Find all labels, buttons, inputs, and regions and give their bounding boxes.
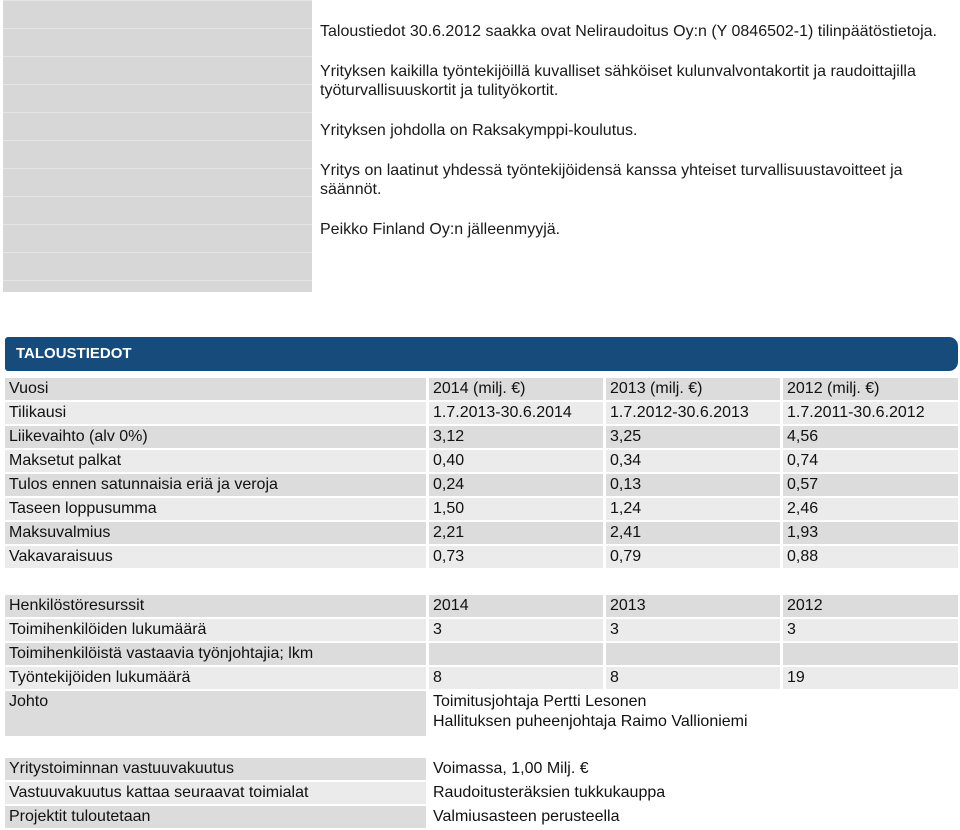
table-cell: Taseen loppusumma xyxy=(5,498,429,522)
table-cell: 1,50 xyxy=(429,498,606,522)
table-cell: 2,21 xyxy=(429,522,606,546)
table-cell: 1.7.2012-30.6.2013 xyxy=(606,402,783,426)
personnel-table xyxy=(5,595,958,738)
table-cell: 2012 xyxy=(783,595,958,619)
table-cell: 3,25 xyxy=(606,426,783,450)
table-cell: Valmiusasteen perusteella xyxy=(429,806,958,830)
table-cell: 1,24 xyxy=(606,498,783,522)
table-cell: 4,56 xyxy=(783,426,958,450)
table-cell: 0,13 xyxy=(606,474,783,498)
table-cell: 2014 xyxy=(429,595,606,619)
intro-paragraph: Yritys on laatinut yhdessä työntekijöidensä kanssa yhteiset turvallisuustavoitteet ja säännöt. xyxy=(320,162,903,198)
table-cell: Vakavaraisuus xyxy=(5,546,429,570)
logo-placeholder-panel xyxy=(3,0,312,292)
table-cell: 2013 (milj. €) xyxy=(606,378,783,402)
table-cell: 3,12 xyxy=(429,426,606,450)
company-description xyxy=(320,22,950,260)
table-row xyxy=(5,667,958,691)
table-cell: Tulos ennen satunnaisia eriä ja veroja xyxy=(5,474,429,498)
table-cell: 0,24 xyxy=(429,474,606,498)
intro-paragraph: Yrityksen kaikilla työntekijöillä kuvalliset sähköiset kulunvalvontakortit ja raudoittajilla työturvallisuuskortit ja tulityökortit. xyxy=(320,63,916,99)
table-cell: Tilikausi xyxy=(5,402,429,426)
intro-paragraph: Taloustiedot 30.6.2012 saakka ovat Neliraudoitus Oy:n (Y 0846502-1) tilinpäätöstietoja. xyxy=(320,23,937,40)
table-header-row xyxy=(5,378,958,402)
table-cell: 0,34 xyxy=(606,450,783,474)
intro-paragraph: Peikko Finland Oy:n jälleenmyyjä. xyxy=(320,221,561,238)
table-cell: Vuosi xyxy=(5,378,429,402)
table-cell: Toimihenkilöistä vastaavia työnjohtajia; lkm xyxy=(5,643,429,667)
table-row xyxy=(5,643,958,667)
table-cell: Toimihenkilöiden lukumäärä xyxy=(5,619,429,643)
table-cell xyxy=(429,643,606,667)
section-header-taloustiedot: TALOUSTIEDOT xyxy=(5,337,958,371)
table-row xyxy=(5,546,958,570)
table-cell: 19 xyxy=(783,667,958,691)
table-cell: Henkilöstöresurssit xyxy=(5,595,429,619)
table-cell: Vastuuvakuutus kattaa seuraavat toimialat xyxy=(5,782,429,806)
table-cell: Maksetut palkat xyxy=(5,450,429,474)
table-cell: 0,79 xyxy=(606,546,783,570)
table-header-row xyxy=(5,595,958,619)
table-cell: 2014 (milj. €) xyxy=(429,378,606,402)
table-row xyxy=(5,522,958,546)
table-cell: Maksuvalmius xyxy=(5,522,429,546)
management-line: Hallituksen puheenjohtaja Raimo Vallioniemi xyxy=(433,713,748,730)
table-cell: Projektit tuloutetaan xyxy=(5,806,429,830)
table-cell xyxy=(606,643,783,667)
table-row xyxy=(5,619,958,643)
table-cell: 3 xyxy=(429,619,606,643)
management-value xyxy=(429,691,958,738)
table-cell: Liikevaihto (alv 0%) xyxy=(5,426,429,450)
table-cell: 0,57 xyxy=(783,474,958,498)
table-row xyxy=(5,758,958,782)
table-cell: Työntekijöiden lukumäärä xyxy=(5,667,429,691)
finance-table xyxy=(5,378,958,570)
intro-paragraph: Yrityksen johdolla on Raksakymppi-koulutus. xyxy=(320,122,638,139)
table-cell: 0,88 xyxy=(783,546,958,570)
table-row xyxy=(5,806,958,830)
table-cell: 0,73 xyxy=(429,546,606,570)
table-cell: 2,46 xyxy=(783,498,958,522)
table-cell: 3 xyxy=(783,619,958,643)
table-cell: Raudoitusteräksien tukkukauppa xyxy=(429,782,958,806)
table-cell: 1.7.2013-30.6.2014 xyxy=(429,402,606,426)
management-label: Johto xyxy=(5,691,429,738)
table-row-management xyxy=(5,691,958,738)
management-line: Toimitusjohtaja Pertti Lesonen xyxy=(433,693,647,710)
table-cell: 1,93 xyxy=(783,522,958,546)
table-cell: 2013 xyxy=(606,595,783,619)
table-cell: Yritystoiminnan vastuuvakuutus xyxy=(5,758,429,782)
table-cell: Voimassa, 1,00 Milj. € xyxy=(429,758,958,782)
table-row xyxy=(5,474,958,498)
table-row xyxy=(5,498,958,522)
table-row xyxy=(5,402,958,426)
table-cell: 8 xyxy=(606,667,783,691)
table-cell: 8 xyxy=(429,667,606,691)
business-table xyxy=(5,758,958,830)
table-row xyxy=(5,426,958,450)
table-cell: 0,40 xyxy=(429,450,606,474)
table-cell xyxy=(783,643,958,667)
table-cell: 2,41 xyxy=(606,522,783,546)
table-cell: 0,74 xyxy=(783,450,958,474)
table-cell: 2012 (milj. €) xyxy=(783,378,958,402)
table-row xyxy=(5,782,958,806)
table-row xyxy=(5,450,958,474)
table-cell: 3 xyxy=(606,619,783,643)
table-cell: 1.7.2011-30.6.2012 xyxy=(783,402,958,426)
